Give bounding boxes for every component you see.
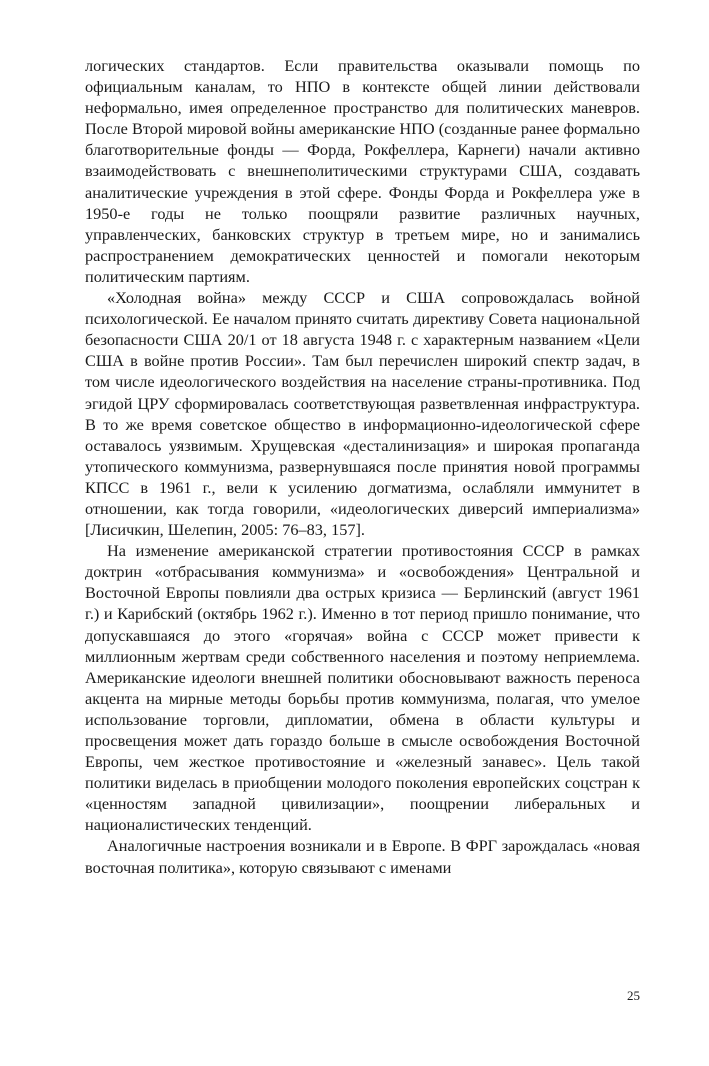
paragraph-4: Аналогичные настроения возникали и в Европе. В ФРГ зарождалась «новая восточная политика», которую связывают с именами <box>85 836 640 877</box>
page-number: 25 <box>627 988 640 1003</box>
page-body <box>85 55 640 878</box>
paragraph-2: «Холодная война» между СССР и США сопровождалась войной психологической. Ее началом принято считать директиву Совета национальной безопасности США 20/1 от 18 августа 1948 г. с характерным названием «Цели США в войне против России». Там был перечислен широкий спектр задач, в том числе идеологического воздействия на население страны-противника. Под эгидой ЦРУ сформировалась соответствующая разветвленная инфраструктура. В то же время советское общество в информационно-идеологической сфере оставалось уязвимым. Хрущевская «десталинизация» и широкая пропаганда утопического коммунизма, развернувшаяся после принятия новой программы КПСС в 1961 г., вели к усилению догматизма, ослабляли иммунитет в отношении, как тогда говорили, «идеологических диверсий империализма» [Лисичкин, Шелепин, 2005: 76–83, 157]. <box>85 288 640 540</box>
paragraph-3: На изменение американской стратегии противостояния СССР в рамках доктрин «отбрасывания коммунизма» и «освобождения» Центральной и Восточной Европы повлияли два острых кризиса — Берлинский (август 1961 г.) и Карибский (октябрь 1962 г.). Именно в тот период пришло понимание, что допускавшаяся до этого «горячая» война с СССР может привести к миллионным жертвам среди собственного населения и поэтому неприемлема. Американские идеологи внешней политики обосновывают важность переноса акцента на мирные методы борьбы против коммунизма, полагая, что умелое использование торговли, дипломатии, обмена в области культуры и просвещения может дать гораздо больше в смысле освобождения Восточной Европы, чем жесткое противостояние и «железный занавес». Цель такой политики виделась в приобщении молодого поколения европейских соцстран к «ценностям западной цивилизации», поощрении либеральных и националистических тенденций. <box>85 541 640 835</box>
paragraph-1: логических стандартов. Если правительства оказывали помощь по официальным каналам, то НПО в контексте общей линии действовали неформально, имея определенное пространство для политических маневров. После Второй мировой войны американские НПО (созданные ранее формально благотворительные фонды — Форда, Рокфеллера, Карнеги) начали активно взаимодействовать с внешнеполитическими структурами США, создавать аналитические учреждения в этой сфере. Фонды Форда и Рокфеллера уже в 1950-е годы не только поощряли развитие различных научных, управленческих, банковских структур в третьем мире, но и занимались распространением демократических ценностей и помогали некоторым политическим партиям. <box>85 56 640 286</box>
